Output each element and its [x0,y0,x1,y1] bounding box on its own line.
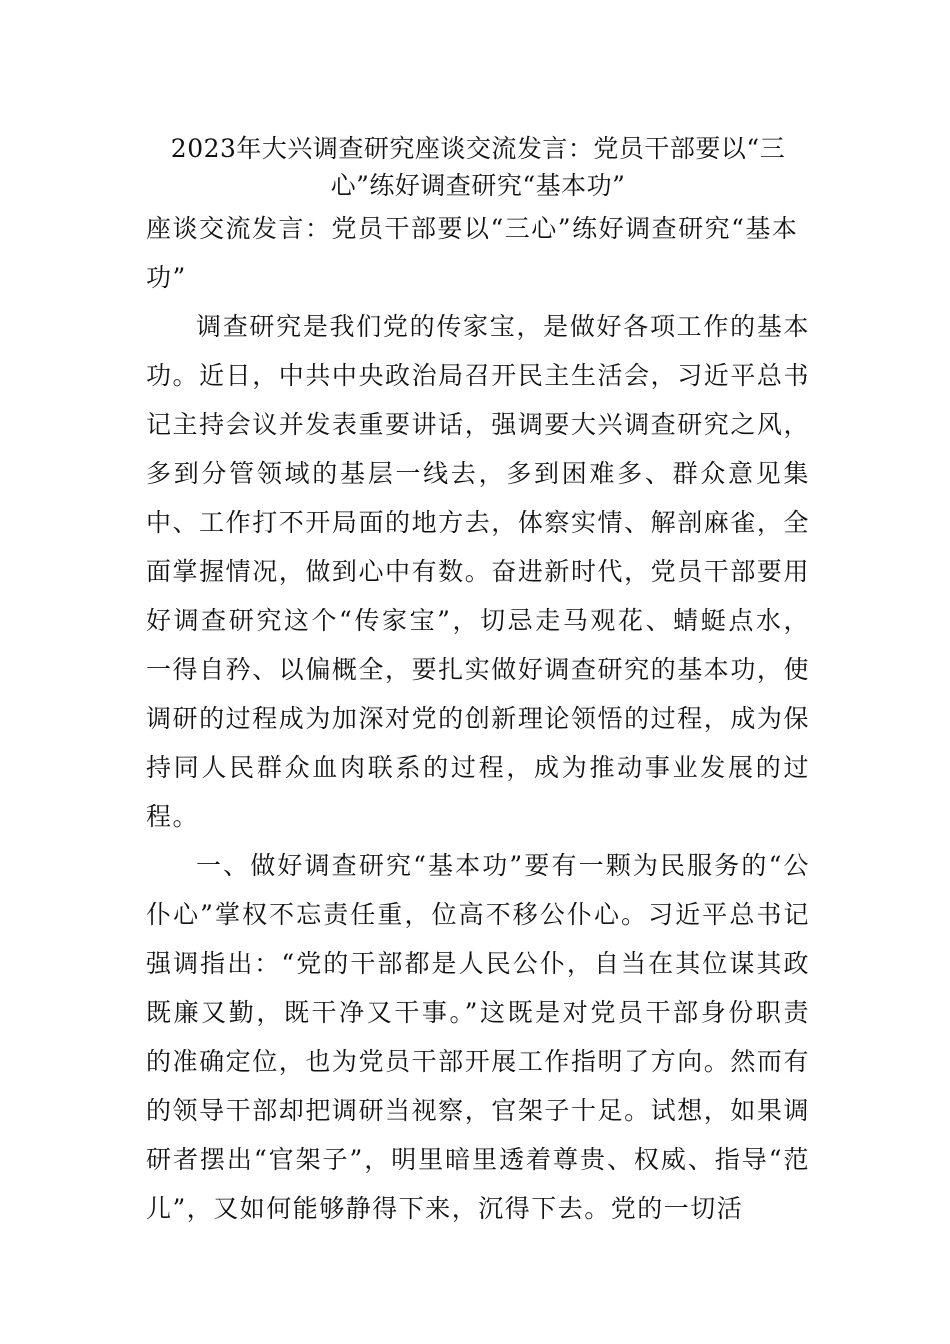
document-title: 2023年大兴调查研究座谈交流发言：党员干部要以“三心”练好调查研究“基本功” [170,134,786,200]
document-subtitle: 座谈交流发言：党员干部要以“三心”练好调查研究“基本功” [146,214,799,292]
document-page [146,130,810,1233]
paragraph-section-one: 一、做好调查研究“基本功”要有一颗为民服务的“公仆心”掌权不忘责任重，位高不移公仆心。习近平总书记强调指出：“党的干部都是人民公仆，自当在其位谋其政既廉又勤，既干净又干事。”这既是对党员干部身份职责的准确定位，也为党员干部开展工作指明了方向。然而有的领导干部却把调研当视察，官架子十足。试想，如果调研者摆出“官架子”，明里暗里透着尊贵、权威、指导“范儿”，又如何能够静得下来，沉得下去。党的一切活 [146,851,810,1223]
paragraph-intro: 调查研究是我们党的传家宝，是做好各项工作的基本功。近日，中共中央政治局召开民主生活会，习近平总书记主持会议并发表重要讲话，强调要大兴调查研究之风，多到分管领域的基层一线去，多到困难多、群众意见集中、工作打不开局面的地方去，体察实情、解剖麻雀，全面掌握情况，做到心中有数。奋进新时代，党员干部要用好调查研究这个“传家宝”，切忌走马观花、蜻蜓点水，一得自矜、以偏概全，要扎实做好调查研究的基本功，使调研的过程成为加深对党的创新理论领悟的过程，成为保持同人民群众血肉联系的过程，成为推动事业发展的过程。 [146,312,810,831]
